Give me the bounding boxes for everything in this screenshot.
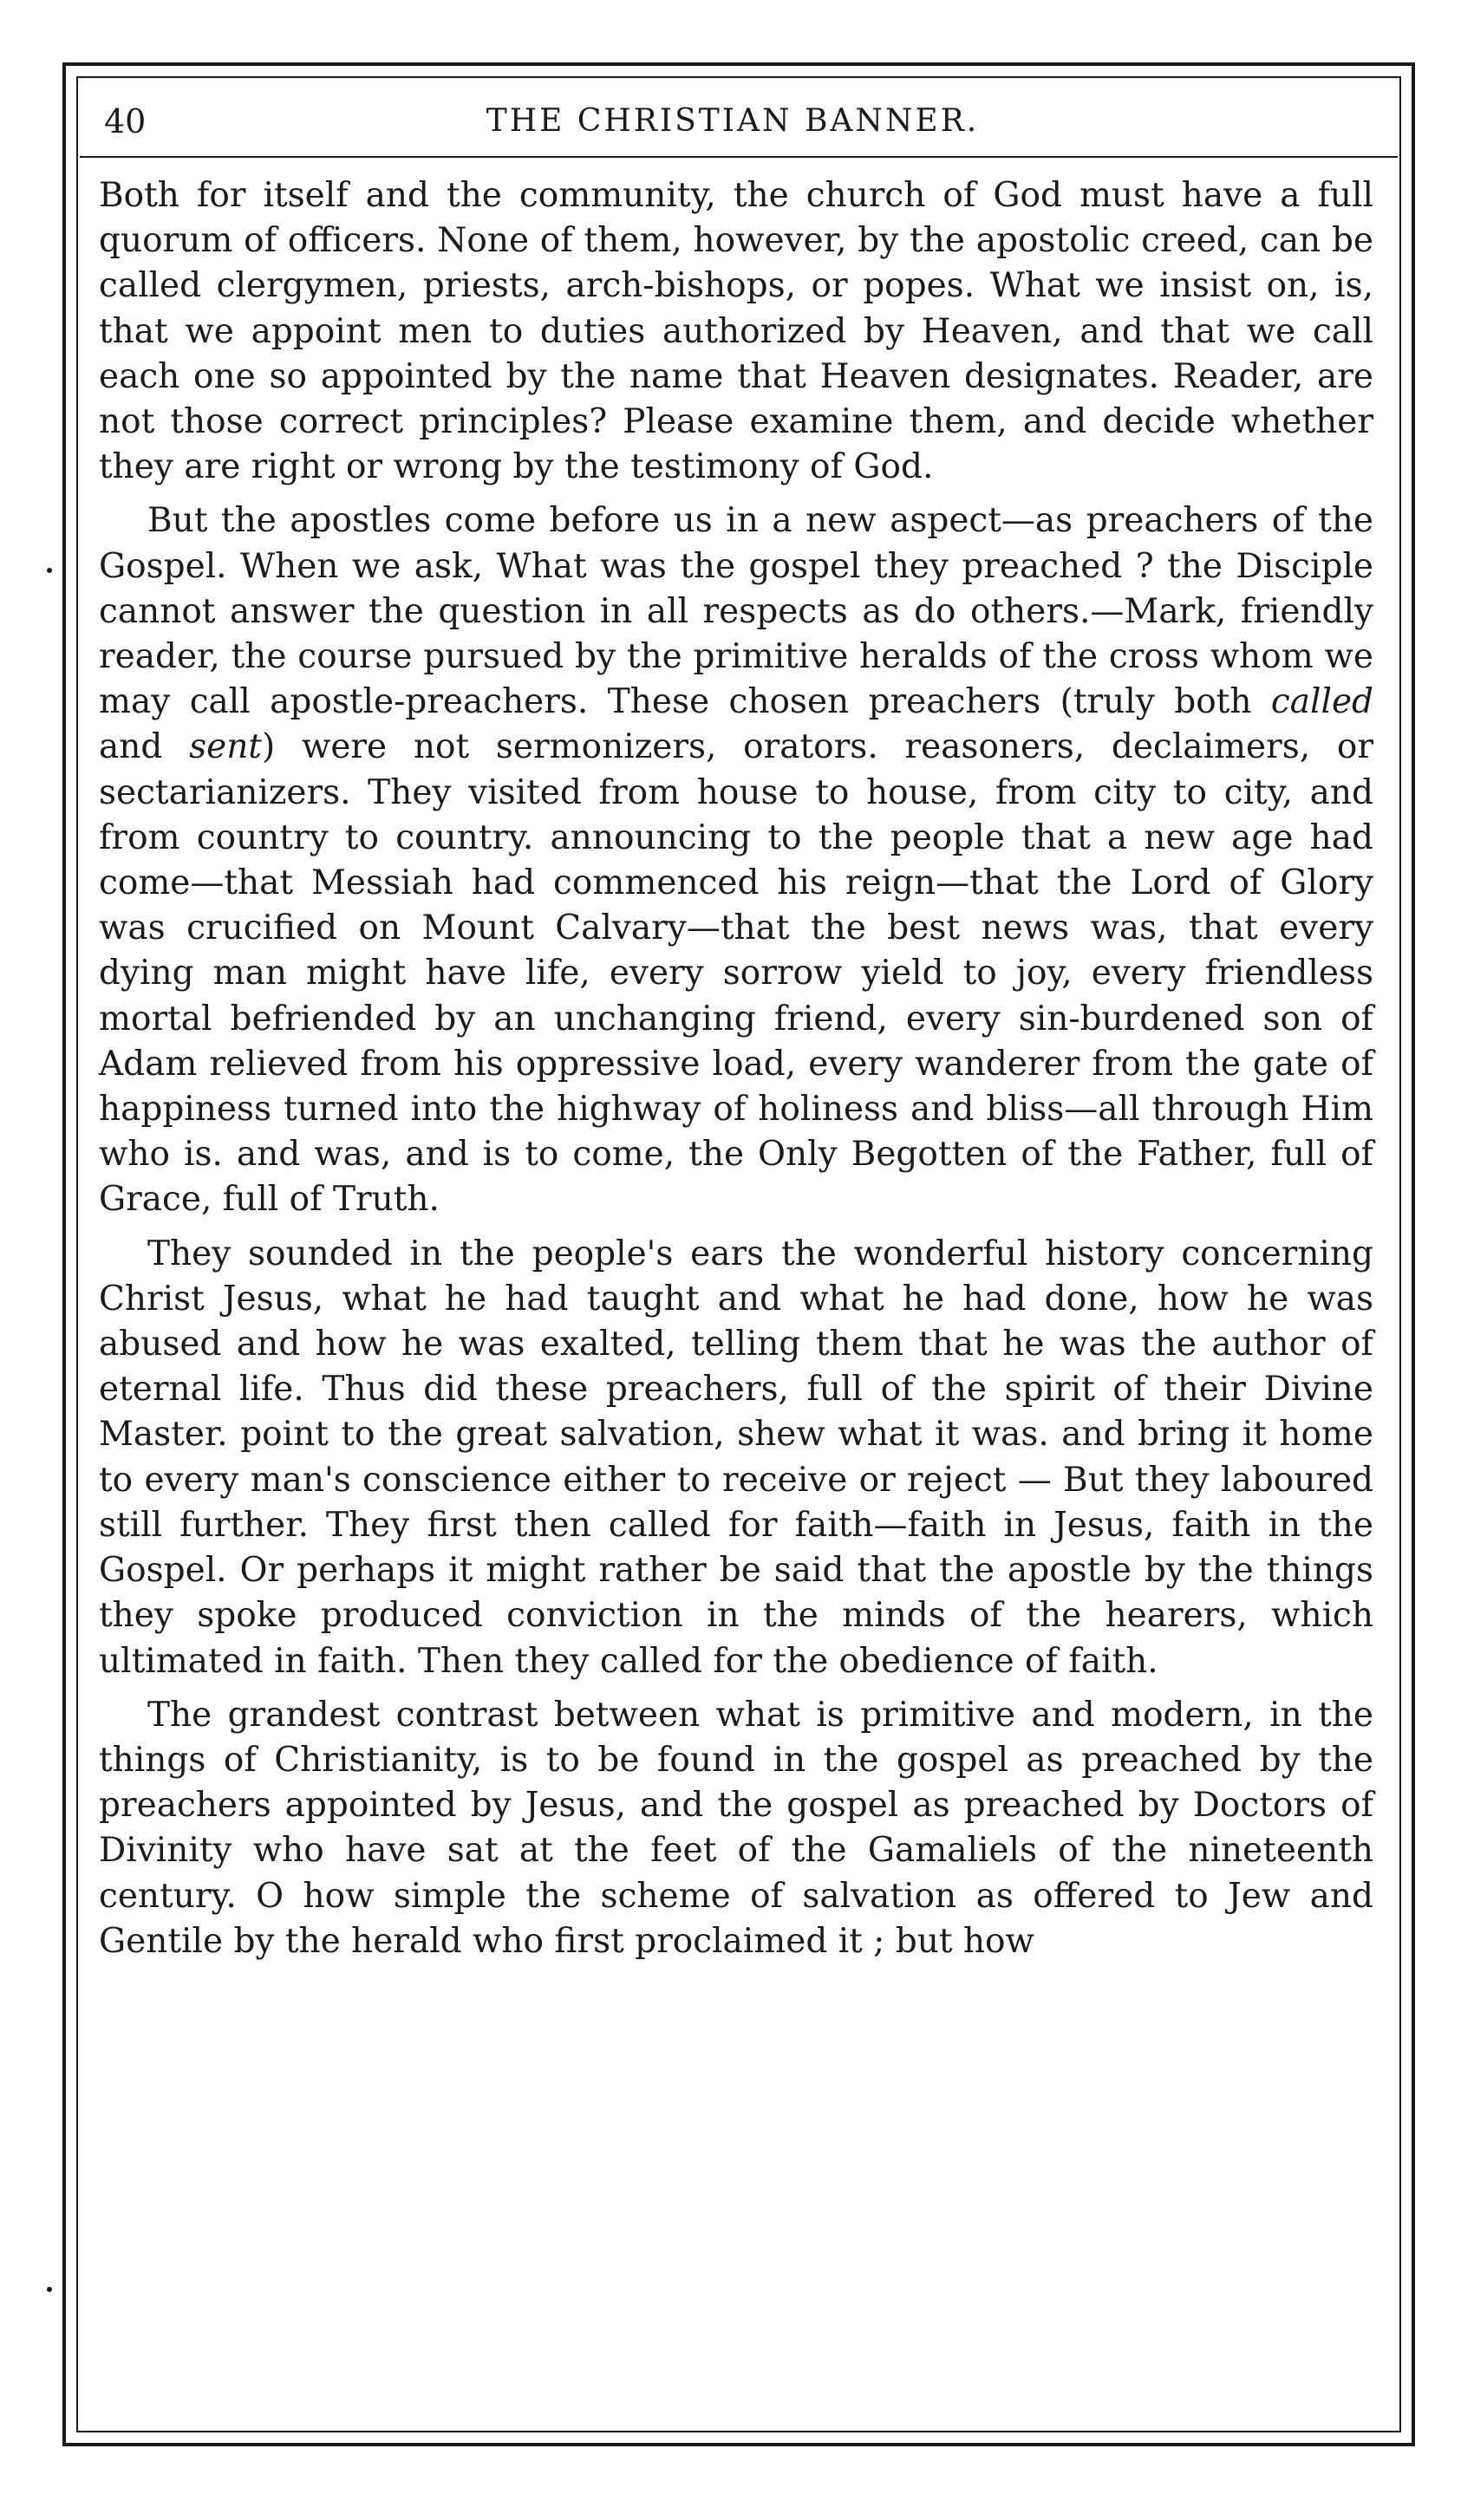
paragraph-2 — [99, 498, 1373, 1222]
page-number: 40 — [104, 102, 147, 140]
margin-mark — [47, 568, 52, 573]
page-header — [95, 97, 1370, 158]
paragraph-3: They sounded in the people's ears the wonderful history concerning Christ Jesus, what he had taught and what he had done, how he was abused and how he was exalted, telling them that he was the author of eternal life. Thus did these preachers, full of the spirit of their Divine Master. point to the great salvation, shew what it was. and bring it home to every man's conscience either to receive or reject — But they laboured still further. They first then called for faith—faith in Jesus, faith in the Gospel. Or perhaps it might rather be said that the apostle by the things they spoke produced conviction in the minds of the hearers, which ultimated in faith. Then they called for the obedience of faith. — [99, 1234, 1373, 1681]
paragraph-2-text-a: But the apostles come before us in a new aspect—as preachers of the Gospel. When we ask, What was the gospel they preached ? the Disciple cannot answer the question in all respects as do others.—Mark, friendly reader, the course pursued by the primitive heralds of the cross whom we may call apostle-preachers. These chosen preachers (truly both — [99, 501, 1373, 722]
paragraph-2-text-c: ) were not sermonizers, orators. reasoners, declaimers, or sectarianizers. They visited from house to house, from city to city, and from country to country. announcing to the people that a new age had come—that Messiah had commenced his reign—that the Lord of Glory was crucified on Mount Calvary—that the best news was, that every dying man might have life, every sorrow yield to joy, every friendless mortal befriended by an unchanging friend, every sin-burdened son of Adam relieved from his oppressive load, every wanderer from the gate of happiness turned into the highway of holiness and bliss—all through Him who is. and was, and is to come, the Only Begotten of the Father, full of Grace, full of Truth. — [99, 727, 1374, 1220]
italic-sent: sent — [189, 727, 262, 767]
paragraph-1: Both for itself and the community, the church of God must have a full quorum of officers. None of them, however, by the apostolic creed, can be called clergymen, priests, arch-bishops, or popes. What we insist on, is, that we appoint men to duties authorized by Heaven, and that we call each one so appointed by the name that Heaven designates. Reader, are not those correct principles? Please examine them, and decide whether they are right or wrong by the testimony of God. — [99, 176, 1373, 487]
paragraph-4: The grandest contrast between what is primitive and modern, in the things of Christianity, is to be found in the gospel as preached by the preachers appointed by Jesus, and the gospel as preached by Doctors of Divinity who have sat at the feet of the Gamaliels of the nineteenth century. O how simple the scheme of salvation as offered to Jew and Gentile by the herald who first proclaimed it ; but how — [99, 1695, 1373, 1961]
italic-called: called — [1270, 682, 1373, 722]
article-body — [99, 173, 1373, 1973]
running-title: THE CHRISTIAN BANNER. — [486, 103, 980, 139]
paragraph-2-text-b: and — [99, 727, 190, 767]
header-rule — [80, 156, 1398, 158]
margin-mark — [47, 2287, 52, 2292]
